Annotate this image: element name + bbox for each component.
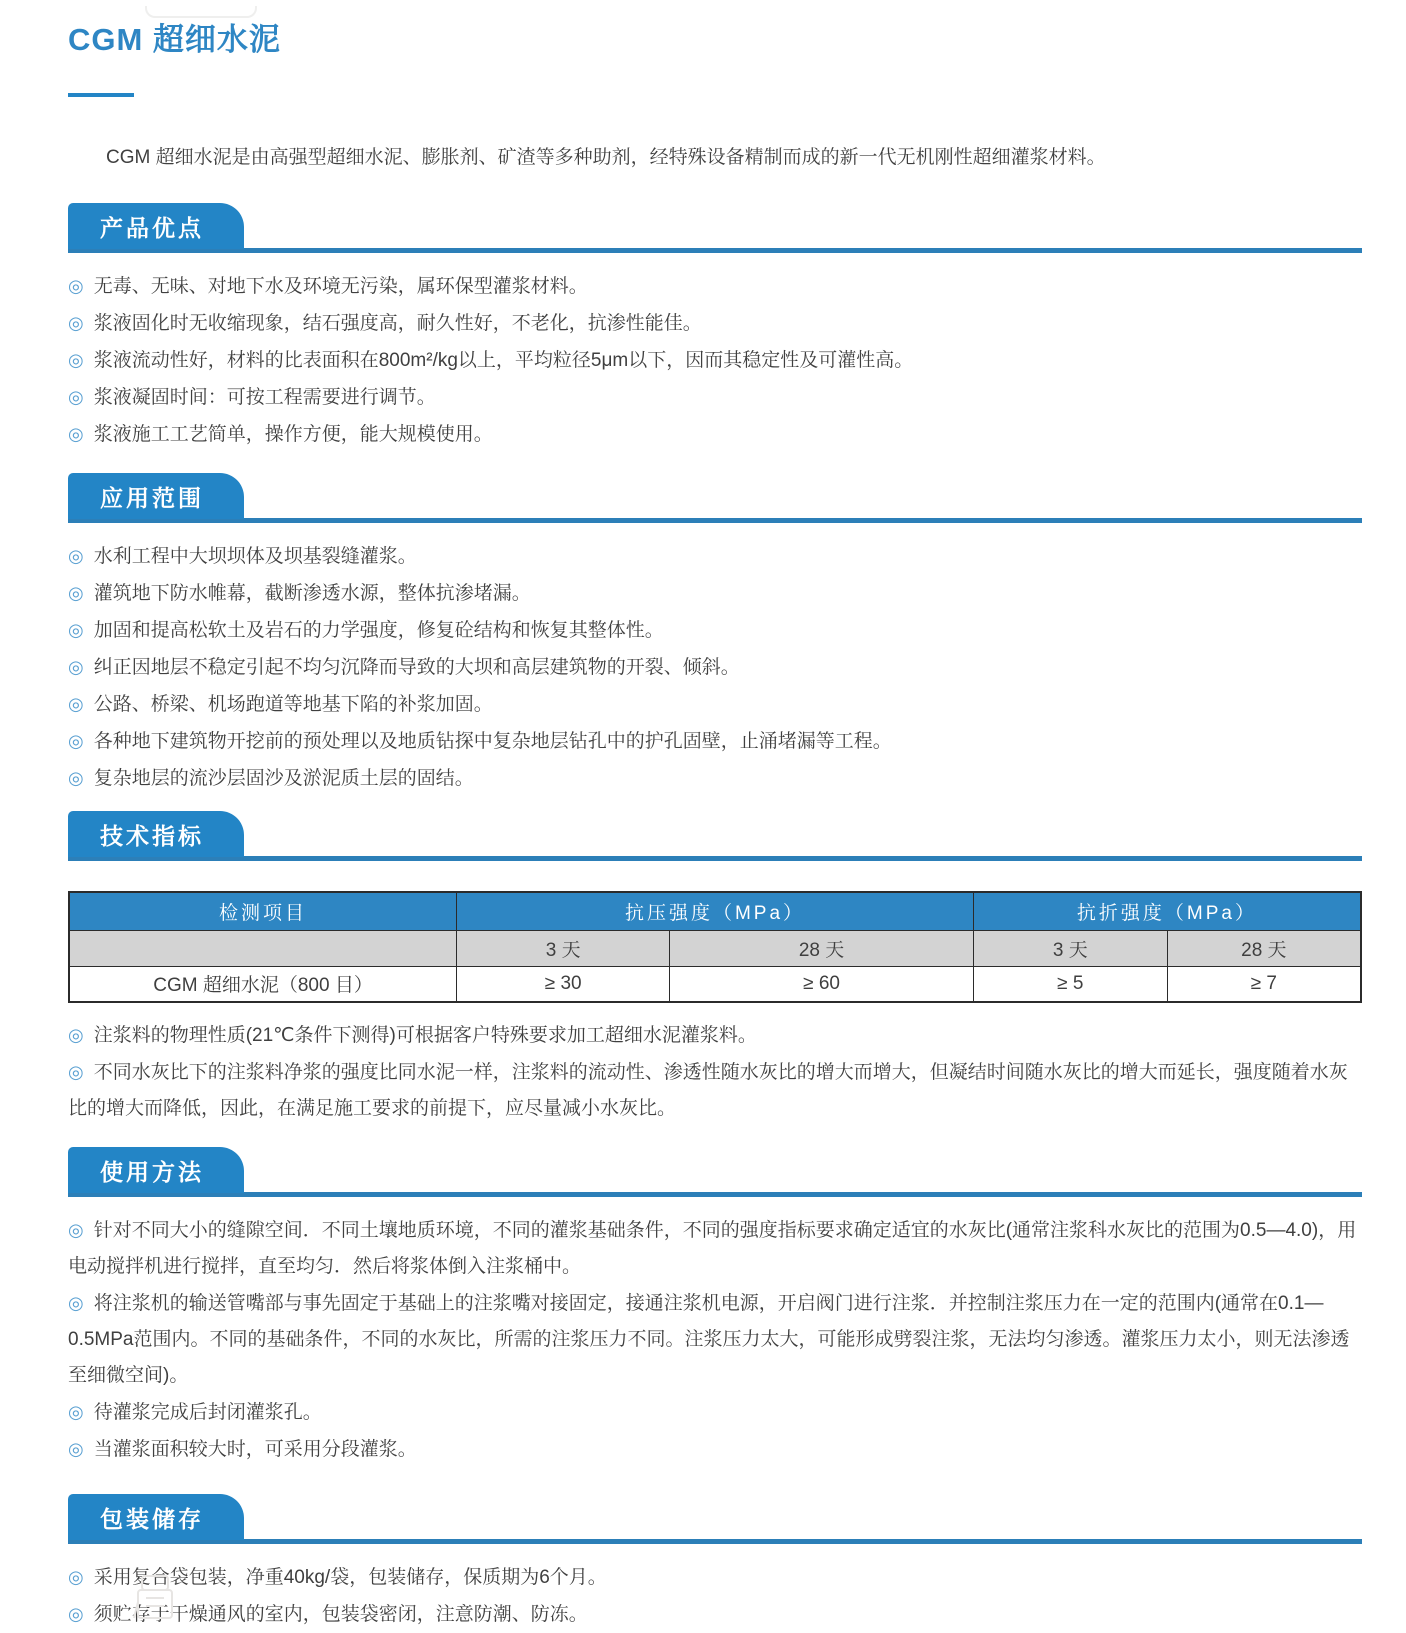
list-item [68,342,1362,379]
bullet-icon: ◎ [68,583,84,603]
product-datasheet-page [0,14,1406,1625]
list-item [68,1285,1362,1394]
list-item-text: 公路、桥梁、机场跑道等地基下陷的补浆加固。 [93,694,493,715]
list-item [68,379,1362,416]
specs-tab [68,811,244,857]
section-applications [68,473,1362,797]
applications-tab-label: 应用范围 [100,485,204,511]
bullet-icon: ◎ [68,1025,84,1045]
bullet-icon: ◎ [68,546,84,566]
section-storage [68,1494,1362,1633]
watermark-logo [128,1574,200,1618]
list-item [68,416,1362,453]
bullet-icon: ◎ [68,276,84,296]
specs-table-subheader-row [69,930,1361,966]
list-item [68,1596,1362,1633]
list-item-text: 水利工程中大坝坝体及坝基裂缝灌浆。 [93,546,417,567]
storage-heading-rule [68,1494,1362,1544]
data-cell-name: CGM 超细水泥（800 目） [69,966,457,1002]
list-item [68,575,1362,612]
subheader-cell: 28 天 [1167,930,1361,966]
bullet-icon: ◎ [68,424,84,444]
specs-tab-label: 技术指标 [100,823,204,849]
usage-tab [68,1147,244,1193]
data-cell-value: ≥ 30 [457,966,670,1002]
list-item-text: 待灌浆完成后封闭灌浆孔。 [93,1402,322,1423]
subheader-cell: 3 天 [457,930,670,966]
list-item [68,538,1362,575]
list-item-text: 浆液凝固时间：可按工程需要进行调节。 [93,387,436,408]
applications-list [68,538,1362,797]
note-item [68,1017,1362,1054]
page-title: CGM 超细水泥 [68,22,281,57]
list-item-text: 纠正因地层不稳定引起不均匀沉降而导致的大坝和高层建筑物的开裂、倾斜。 [93,657,740,678]
title-underline [68,93,134,97]
list-item [68,1394,1362,1431]
list-item [68,1431,1362,1468]
header-cell-compressive: 抗压强度（MPa） [457,892,974,930]
data-cell-value: ≥ 5 [973,966,1167,1002]
subheader-cell: 28 天 [670,930,974,966]
bullet-icon: ◎ [68,1220,84,1240]
header-cell-flexural: 抗折强度（MPa） [973,892,1361,930]
section-advantages [68,203,1362,453]
advantages-tab-label: 产品优点 [100,215,204,241]
bullet-icon: ◎ [68,1567,84,1587]
usage-list [68,1212,1362,1468]
list-item-text: 加固和提高松软土及岩石的力学强度，修复砼结构和恢复其整体性。 [93,620,664,641]
section-specs [68,811,1362,1127]
advantages-heading-rule [68,203,1362,253]
data-cell-value: ≥ 60 [670,966,974,1002]
list-item [68,760,1362,797]
bullet-icon: ◎ [68,1293,84,1313]
list-item [68,723,1362,760]
list-item-text: 无毒、无味、对地下水及环境无污染，属环保型灌浆材料。 [93,276,588,297]
list-item-text: 须贮存于干燥通风的室内，包装袋密闭，注意防潮、防冻。 [93,1604,588,1625]
list-item-text: 灌筑地下防水帷幕，截断渗透水源，整体抗渗堵漏。 [93,583,531,604]
storage-tab [68,1494,244,1540]
list-item-text: 各种地下建筑物开挖前的预处理以及地质钻探中复杂地层钻孔中的护孔固壁，止涌堵漏等工程。 [93,731,892,752]
specs-heading-rule [68,811,1362,861]
advantages-list [68,268,1362,453]
bullet-icon: ◎ [68,1062,84,1082]
applications-heading-rule [68,473,1362,523]
page-edge-artifact [145,6,257,18]
specs-notes [68,1017,1362,1127]
bullet-icon: ◎ [68,694,84,714]
note-text: 注浆料的物理性质(21℃条件下测得)可根据客户特殊要求加工超细水泥灌浆料。 [93,1025,757,1046]
list-item [68,649,1362,686]
usage-tab-label: 使用方法 [100,1159,204,1185]
list-item-text: 当灌浆面积较大时，可采用分段灌浆。 [93,1439,417,1460]
header-cell-item: 检测项目 [69,892,457,930]
bullet-icon: ◎ [68,620,84,640]
bullet-icon: ◎ [68,1439,84,1459]
list-item-text: 浆液流动性好，材料的比表面积在800m²/kg以上，平均粒径5μm以下，因而其稳定性及可灌性高。 [93,350,914,371]
note-text: 不同水灰比下的注浆料净浆的强度比同水泥一样，注浆料的流动性、渗透性随水灰比的增大而增大，但凝结时间随水灰比的增大而延长，强度随着水灰比的增大而降低，因此，在满足施工要求的前提下，应尽量减小水灰比。 [68,1062,1348,1119]
specs-table-data-row [69,966,1361,1002]
list-item-text: 复杂地层的流沙层固沙及淤泥质土层的固结。 [93,768,474,789]
specs-table [68,891,1362,1003]
bullet-icon: ◎ [68,350,84,370]
usage-heading-rule [68,1147,1362,1197]
data-cell-value: ≥ 7 [1167,966,1361,1002]
bullet-icon: ◎ [68,731,84,751]
specs-table-header-row [69,892,1361,930]
list-item [68,305,1362,342]
storage-list [68,1559,1362,1633]
applications-tab [68,473,244,519]
list-item [68,612,1362,649]
bullet-icon: ◎ [68,313,84,333]
bullet-icon: ◎ [68,1604,84,1624]
subheader-cell-empty [69,930,457,966]
list-item-text: 采用复合袋包装，净重40kg/袋，包装储存，保质期为6个月。 [93,1567,607,1588]
list-item [68,1212,1362,1285]
list-item-text: 浆液施工工艺简单，操作方便，能大规模使用。 [93,424,493,445]
list-item [68,686,1362,723]
storage-tab-label: 包装储存 [100,1506,204,1532]
bullet-icon: ◎ [68,768,84,788]
list-item [68,1559,1362,1596]
list-item-text: 针对不同大小的缝隙空间．不同土壤地质环境，不同的灌浆基础条件，不同的强度指标要求确定适宜的水灰比(通常注浆科水灰比的范围为0.5—4.0)，用电动搅拌机进行搅拌，直至均匀．然后将浆体倒入注浆桶中。 [68,1220,1357,1277]
section-usage [68,1147,1362,1468]
note-item [68,1054,1362,1127]
subheader-cell: 3 天 [973,930,1167,966]
list-item-text: 将注浆机的输送管嘴部与事先固定于基础上的注浆嘴对接固定，接通注浆机电源，开启阀门进行注浆．并控制注浆压力在一定的范围内(通常在0.1—0.5MPa范围内。不同的基础条件，不同的水灰比，所需的注浆压力不同。注浆压力太大，可能形成劈裂注浆，无法均匀渗透。灌浆压力太小，则无法渗透至细微空间)。 [68,1293,1350,1386]
list-item [68,268,1362,305]
bullet-icon: ◎ [68,387,84,407]
list-item-text: 浆液固化时无收缩现象，结石强度高，耐久性好，不老化，抗渗性能佳。 [93,313,702,334]
advantages-tab [68,203,244,249]
bullet-icon: ◎ [68,1402,84,1422]
bullet-icon: ◎ [68,657,84,677]
intro-paragraph: CGM 超细水泥是由高强型超细水泥、膨胀剂、矿渣等多种助剂，经特殊设备精制而成的新一代无机刚性超细灌浆材料。 [106,147,1106,168]
